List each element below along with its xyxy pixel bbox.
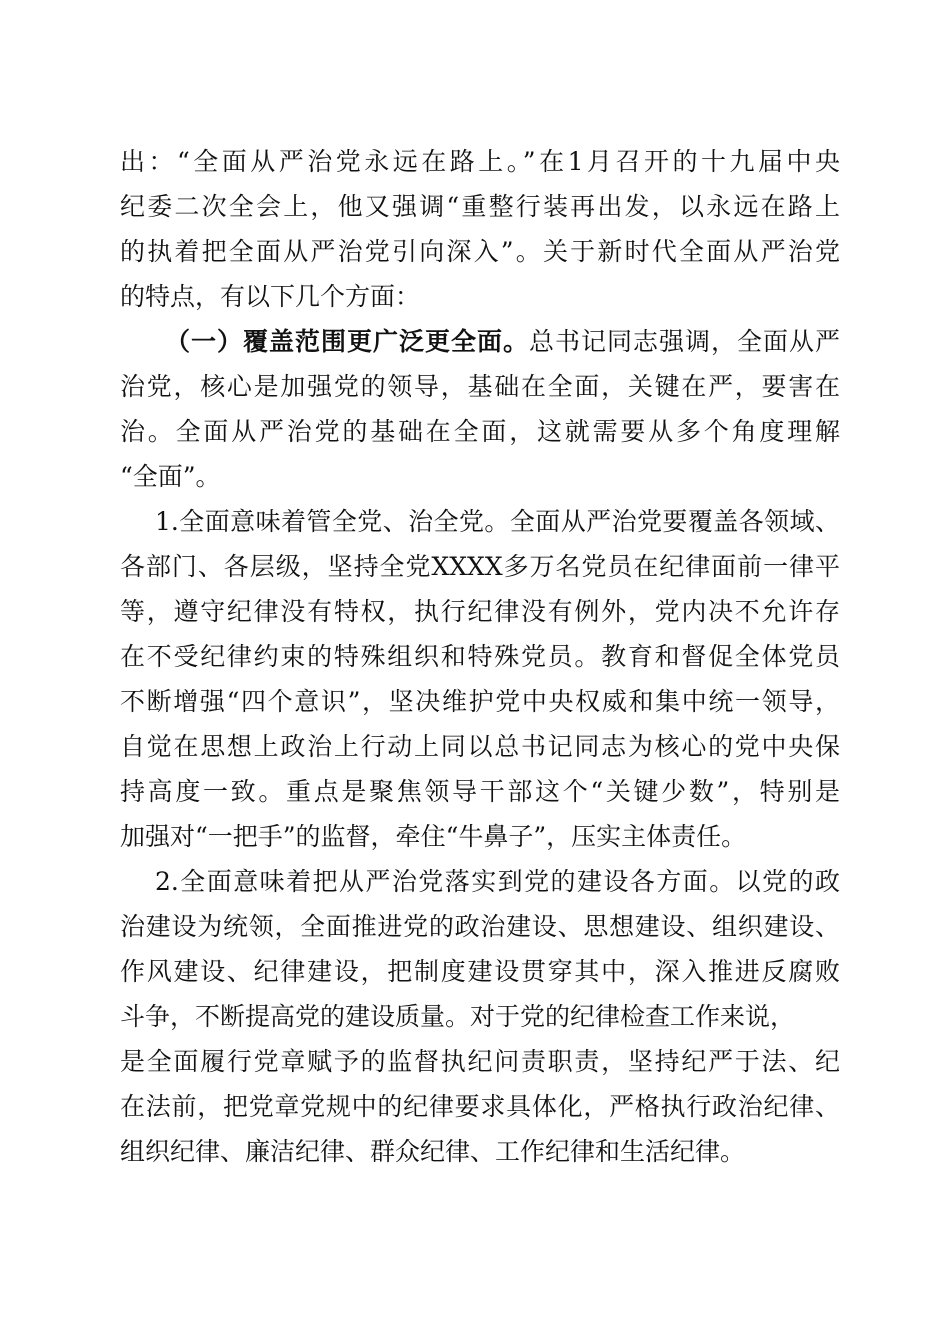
section-heading-body: 总书记同志强调，全面从严 <box>528 327 840 356</box>
text-line-22: 在法前，把党章党规中的纪律要求具体化，严格执行政治纪律、 <box>120 1092 840 1121</box>
text-line-8: “全面”。 <box>120 462 221 491</box>
text-line-23: 组织纪律、廉洁纪律、群众纪律、工作纪律和生活纪律。 <box>120 1137 746 1166</box>
text-line-2: 纪委二次全会上，他又强调“重整行装再出发，以永远在路上 <box>120 192 840 221</box>
text-line-9: 1.全面意味着管全党、治全党。全面从严治党要覆盖各领域、 <box>155 507 840 536</box>
text-line-6: 治党，核心是加强党的领导，基础在全面，关键在严，要害在 <box>120 372 840 401</box>
section-heading: （一）覆盖范围更广泛更全面。 <box>165 327 529 356</box>
text-line-11: 等，遵守纪律没有特权，执行纪律没有例外，党内决不允许存 <box>120 597 840 626</box>
text-line-7: 治。全面从严治党的基础在全面，这就需要从多个角度理解 <box>120 417 840 446</box>
text-line-10: 各部门、各层级，坚持全党XXXX多万名党员在纪律面前一律平 <box>120 552 840 581</box>
text-line-19: 作风建设、纪律建设，把制度建设贯穿其中，深入推进反腐败 <box>120 957 840 986</box>
text-line-12: 在不受纪律约束的特殊组织和特殊党员。教育和督促全体党员 <box>120 642 840 671</box>
text-line-17: 2.全面意味着把从严治党落实到党的建设各方面。以党的政 <box>155 867 840 896</box>
text-line-16: 加强对“一把手”的监督，牵住“牛鼻子”，压实主体责任。 <box>120 822 747 851</box>
text-line-13: 不断增强“四个意识”，坚决维护党中央权威和集中统一领导， <box>120 687 840 716</box>
text-line-15: 持高度一致。重点是聚焦领导干部这个“关键少数”，特别是 <box>120 777 840 806</box>
text-line-3: 的执着把全面从严治党引向深入”。关于新时代全面从严治党 <box>120 237 840 266</box>
text-line-14: 自觉在思想上政治上行动上同以总书记同志为核心的党中央保 <box>120 732 840 761</box>
text-line-4: 的特点，有以下几个方面： <box>120 282 421 311</box>
text-line-1: 出：“全面从严治党永远在路上。”在1月召开的十九届中央 <box>120 147 840 176</box>
section-heading-line <box>165 322 840 362</box>
text-line-21: 是全面履行党章赋予的监督执纪问责职责，坚持纪严于法、纪 <box>120 1047 840 1076</box>
text-line-18: 治建设为统领，全面推进党的政治建设、思想建设、组织建设、 <box>120 912 840 941</box>
text-line-20: 斗争，不断提高党的建设质量。对于党的纪律检查工作来说， <box>120 1002 796 1031</box>
